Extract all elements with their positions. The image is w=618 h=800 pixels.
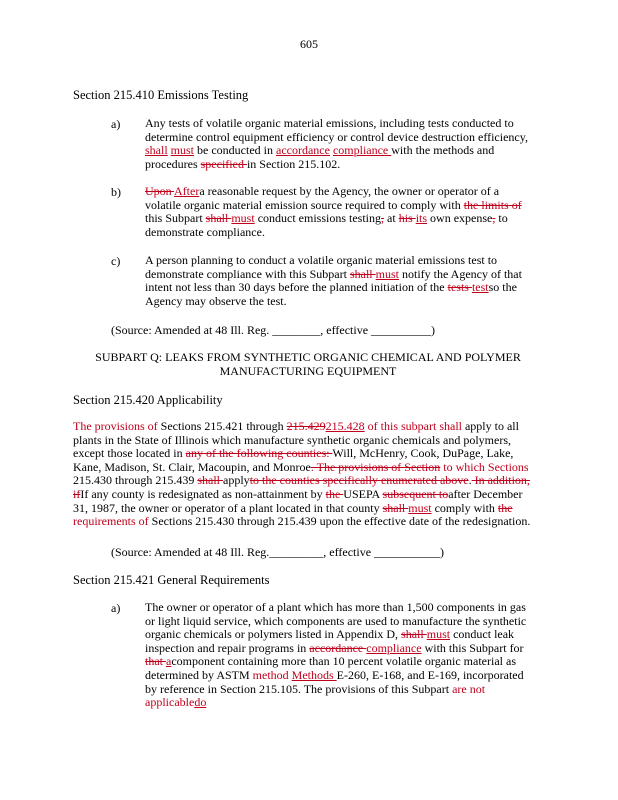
paragraph-215-410-a: Any tests of volatile organic material emissions, including tests conducted to determine control equipment efficiency or control device destruction efficiency, shall must be conducted in accordance compliance with the methods and procedures specified in Section 215.102.: [145, 116, 528, 171]
section-heading-215-410: Section 215.410 Emissions Testing: [73, 88, 249, 102]
section-heading-215-421: Section 215.421 General Requirements: [73, 573, 270, 587]
page-number: 605: [300, 37, 318, 51]
item-label-a: a): [111, 117, 121, 131]
item-label-b: b): [111, 185, 121, 199]
source-note-215-420: (Source: Amended at 48 Ill. Reg._________, effective ___________): [111, 545, 445, 559]
section-heading-215-420: Section 215.420 Applicability: [73, 393, 223, 407]
item-label-a-215-421: a): [111, 601, 121, 615]
paragraph-215-410-b: Upon Aftera reasonable request by the Agency, the owner or operator of a volatile organic material emission source required to comply with the limits of this Subpart shall must conduct emissions testing, at his its own expense, to demonstrate compliance.: [145, 184, 522, 239]
paragraph-215-421-a: The owner or operator of a plant which has more than 1,500 components in gas or light liquid service, which components are used to manufacture the synthetic organic chemicals or polymers listed in Appendix D, shall must conduct leak inspection and repair programs in accordance compliance with this Subpart for that acomponent containing more than 10 percent volatile organic material as determined by ASTM method Methods E-260, E-168, and E-169, incorporated by reference in Section 215.105. The provisions of this Subpart are not applicabledo: [145, 600, 527, 710]
paragraph-215-410-c: A person planning to conduct a volatile organic material emissions test to demonstrate compliance with this Subpart shall must notify the Agency of that intent not less than 30 days before the planned initiation of the tests testso the Agency may observe the test.: [145, 253, 522, 308]
subpart-q-title: SUBPART Q: LEAKS FROM SYNTHETIC ORGANIC CHEMICAL AND POLYMER MANUFACTURING EQUIPMENT: [95, 350, 521, 378]
paragraph-215-420: The provisions of Sections 215.421 through 215.429215.428 of this subpart shall apply to all plants in the State of Illinois which manufacture synthetic organic chemicals and polymers, except those located in any of the following counties: Will, McHenry, Cook, DuPage, Lake, Kane, Madison, St. Clair, Macoupin, and Monroe. The provisions of Section to which Sections 215.430 through 215.439 shall applyto the counties specifically enumerated above. In addition, ifIf any county is redesignated as non-attainment by the USEPA subsequent toafter December 31, 1987, the owner or operator of a plant located in that county shall must comply with the requirements of Sections 215.430 through 215.439 upon the effective date of the redesignation.: [73, 419, 531, 529]
item-label-c: c): [111, 254, 121, 268]
source-note-215-410: (Source: Amended at 48 Ill. Reg. ________, effective __________): [111, 323, 436, 337]
